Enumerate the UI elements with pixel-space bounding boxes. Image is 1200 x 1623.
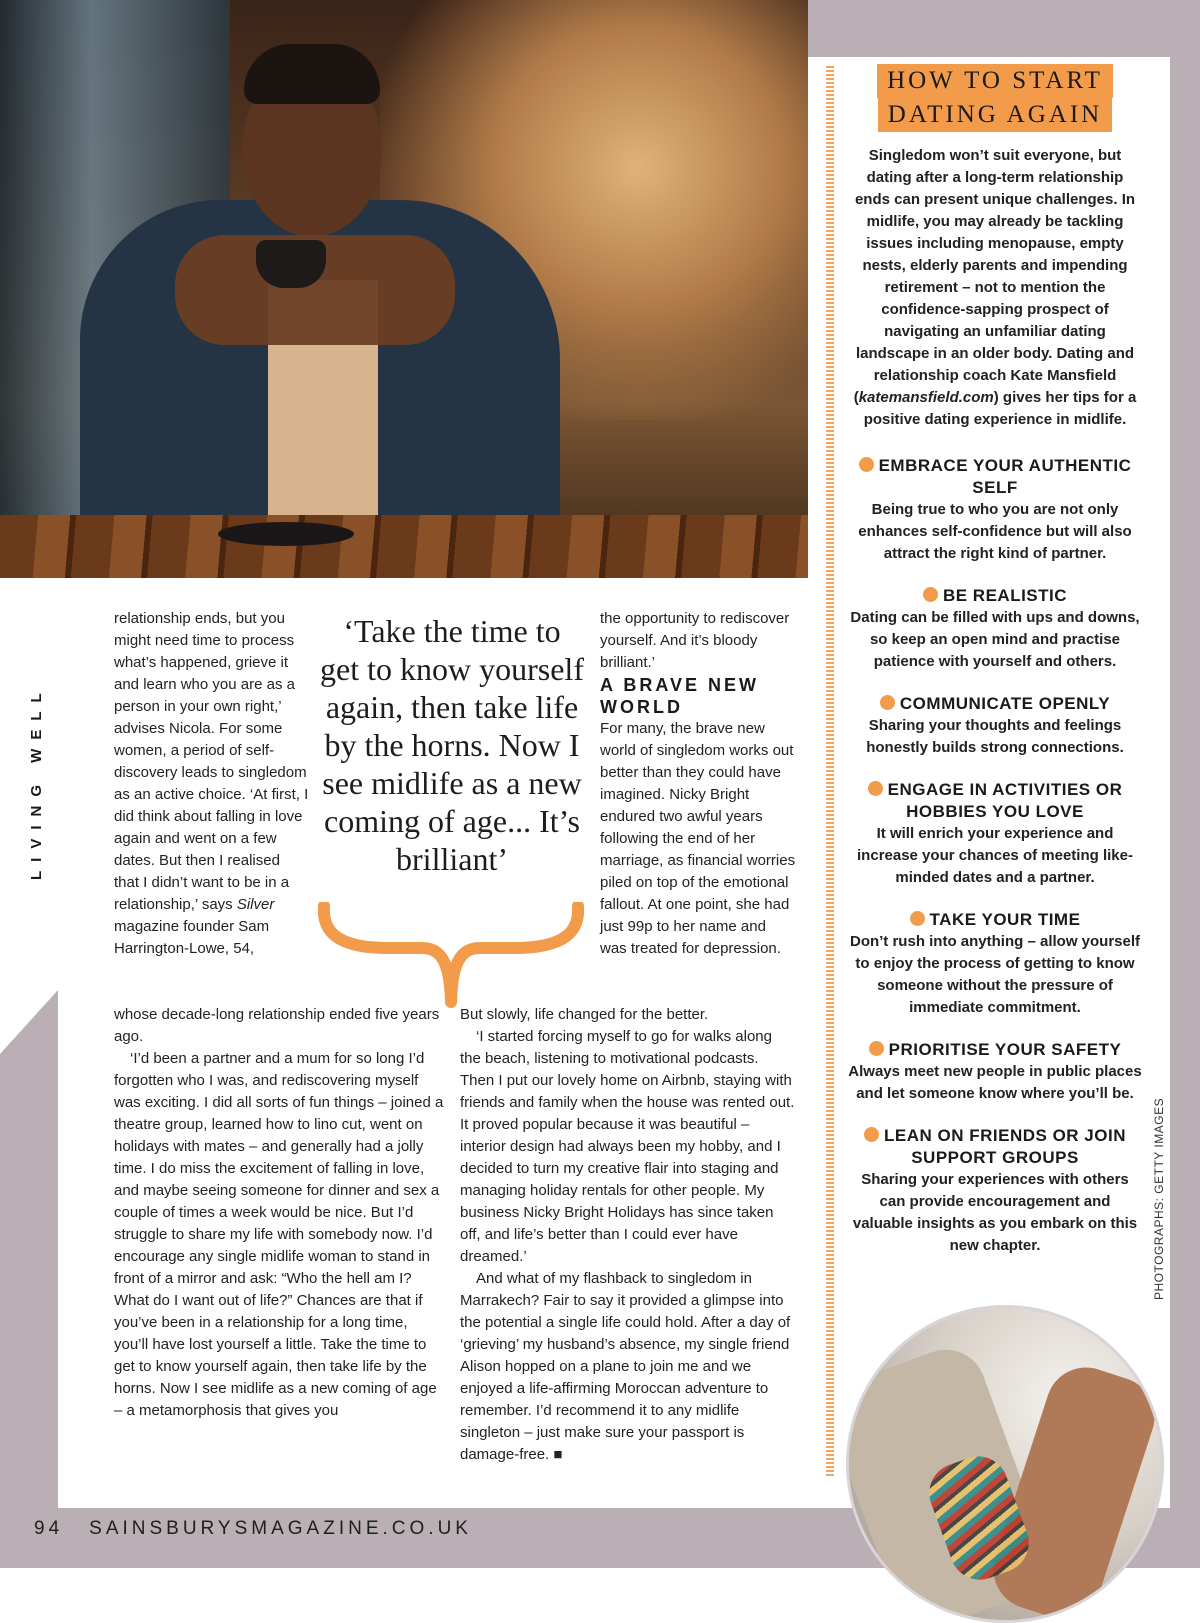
tip-title xyxy=(848,455,1142,499)
frame-left-corner xyxy=(0,990,58,1568)
pull-quote: ‘Take the time to get to know yourself again, then take life by the horns. Now I see midlife as a new coming of age... It’s brilliant’ xyxy=(320,613,584,877)
section-label: LIVING WELL xyxy=(28,684,45,880)
tip-item xyxy=(848,585,1142,673)
tip-item xyxy=(848,1039,1142,1105)
tip-title-text: PRIORITISE YOUR SAFETY xyxy=(888,1040,1122,1059)
article-text: And what of my flashback to singledom in Marrakech? Fair to say it provided a glimpse into the potential a single life could hold. After a day of ‘grieving’ my husband’s absence, my single friend Alison hopped on a plane to join me and we enjoyed a life-affirming Moroccan adventure to remember. I’d recommend it to any midlife singleton – just make sure your passport is damage-free. xyxy=(460,1270,791,1463)
sidebar-intro-text: ) gives her tips for a positive dating experience in midlife. xyxy=(863,389,1137,428)
sidebar-intro xyxy=(848,145,1142,431)
page-number: 94 xyxy=(34,1518,64,1539)
bullet-dot-icon xyxy=(859,457,874,472)
article-paragraph: For many, the brave new world of singledom works out better than they could have imagined. Nicky Bright endured two awful years following the end of her marriage, as financial worries piled on top of the emotional fallout. At one point, she had just 99p to her name and was treated for depression. xyxy=(600,720,796,957)
article-column-1-bottom xyxy=(114,1004,444,1422)
tip-title xyxy=(848,779,1142,823)
article-column-2-bottom xyxy=(460,1004,796,1466)
frame-top xyxy=(808,0,1200,57)
article-column-2-top xyxy=(600,608,796,960)
tip-title-text: BE REALISTIC xyxy=(942,586,1068,605)
tip-title-text: COMMUNICATE OPENLY xyxy=(899,694,1111,713)
coffee-cup xyxy=(256,240,326,288)
tip-item xyxy=(848,909,1142,1019)
wooden-table xyxy=(0,515,808,578)
article-column-1-top xyxy=(114,608,309,960)
holding-hands-photo xyxy=(846,1305,1164,1623)
tip-title-text: TAKE YOUR TIME xyxy=(929,910,1081,929)
article-paragraph: ‘I started forcing myself to go for walks along the beach, listening to motivational podcasts. Then I put our lovely home on Airbnb, staying with friends and family when the house was rented out. It proved popular because it was beautiful – interior design had always been my hobby, and I decided to turn my creative flair into staging and managing holiday rentals for other people. My business Nicky Bright Holidays has since taken off, and life’s better than I could ever have dreamed.’ xyxy=(460,1028,795,1265)
frame-right xyxy=(1170,0,1200,1568)
tip-body: Sharing your experiences with others can provide encouragement and valuable insights as you embark on this new chapter. xyxy=(852,1171,1138,1254)
sidebar-dotted-rule xyxy=(826,66,834,1476)
tip-body: Don’t rush into anything – allow yourself to enjoy the process of getting to know someone without the pressure of immediate commitment. xyxy=(849,933,1141,1016)
sidebar-title xyxy=(864,64,1126,132)
article-paragraph xyxy=(114,608,309,960)
tip-body: Sharing your thoughts and feelings honestly builds strong connections. xyxy=(866,717,1124,756)
bullet-dot-icon xyxy=(923,587,938,602)
tip-item xyxy=(848,455,1142,565)
page-footer xyxy=(34,1518,472,1540)
bullet-dot-icon xyxy=(864,1127,879,1142)
article-paragraph: whose decade-long relationship ended five years ago. xyxy=(114,1006,440,1045)
tip-title-text: LEAN ON FRIENDS OR JOIN SUPPORT GROUPS xyxy=(884,1126,1126,1167)
pull-quote-brace xyxy=(318,902,584,1012)
sidebar-intro-text: Singledom won’t suit everyone, but dating after a long-term relationship ends can present unique challenges. In midlife, you may already be tackling issues including menopause, empty nests, elderly parents and impending retirement – not to mention the confidence-sapping prospect of navigating an unfamiliar dating landscape in an older body. Dating and relationship coach Kate Mansfield ( xyxy=(853,147,1136,406)
tip-body: Being true to who you are not only enhances self-confidence but will also attract the right kind of partner. xyxy=(858,501,1132,562)
footer-site: SAINSBURYSMAGAZINE.CO.UK xyxy=(89,1518,472,1539)
bullet-dot-icon xyxy=(868,781,883,796)
bullet-dot-icon xyxy=(910,911,925,926)
tip-title-text: EMBRACE YOUR AUTHENTIC SELF xyxy=(878,456,1132,497)
article-paragraph: But slowly, life changed for the better. xyxy=(460,1006,709,1023)
end-mark: ■ xyxy=(553,1446,563,1463)
sidebar-box xyxy=(848,145,1142,1257)
tip-title-text: ENGAGE IN ACTIVITIES OR HOBBIES YOU LOVE xyxy=(887,780,1123,821)
tip-title xyxy=(848,1039,1142,1061)
tip-item xyxy=(848,779,1142,889)
bullet-dot-icon xyxy=(880,695,895,710)
article-paragraph xyxy=(460,1268,796,1466)
coach-website: katemansfield.com xyxy=(858,389,994,406)
tip-body: Always meet new people in public places and let someone know where you’ll be. xyxy=(848,1063,1142,1102)
tip-item xyxy=(848,693,1142,759)
article-subhead: A BRAVE NEW WORLD xyxy=(600,675,759,717)
bullet-dot-icon xyxy=(869,1041,884,1056)
tip-title xyxy=(848,693,1142,715)
article-text: relationship ends, but you might need time to process what’s happened, grieve it and learn who you are as a person in your own right,’ advises Nicola. For some women, a period of self-discovery leads to singledom as an active choice. ‘At first, I did think about falling in love again and went on a few dates. But then I realised that I didn’t want to be in a relationship,’ says xyxy=(114,610,309,913)
article-text: magazine founder Sam Harrington-Lowe, 54, xyxy=(114,918,270,957)
tip-title xyxy=(848,909,1142,931)
saucer xyxy=(218,522,354,546)
hero-photo xyxy=(0,0,808,578)
tip-body: Dating can be filled with ups and downs, so keep an open mind and practise patience with yourself and others. xyxy=(850,609,1140,670)
sidebar-title-line-1: HOW TO START xyxy=(877,64,1113,98)
tip-item xyxy=(848,1125,1142,1257)
article-paragraph: ‘I’d been a partner and a mum for so long I’d forgotten who I was, and rediscovering myself was exciting. I did all sorts of fun things – joined a theatre group, learned how to lino cut, went on holidays with mates – and generally had a jolly time. I do miss the excitement of falling in love, and maybe seeing someone for dinner and sex a couple of times a week would be nice. But I’d struggle to share my life with somebody now. I’d encourage any single midlife woman to stand in front of a mirror and ask: “Who the hell am I? What do I want out of life?” Chances are that if you’ve been in a relationship for a long time, you’ll have lost yourself a little. Take the time to get to know yourself again, then take life by the horns. Now I see midlife as a new coming of age – a metamorphosis that gives you xyxy=(114,1050,444,1419)
photo-credit: PHOTOGRAPHS: GETTY IMAGES xyxy=(1152,1097,1166,1300)
tip-body: It will enrich your experience and increase your chances of meeting like-minded dates and a partner. xyxy=(857,825,1133,886)
tip-title xyxy=(848,1125,1142,1169)
magazine-name: Silver xyxy=(236,896,275,913)
tip-title xyxy=(848,585,1142,607)
sidebar-title-line-2: DATING AGAIN xyxy=(878,98,1112,132)
article-paragraph: the opportunity to rediscover yourself. And it’s bloody brilliant.’ xyxy=(600,610,790,671)
man-hair xyxy=(244,44,380,104)
